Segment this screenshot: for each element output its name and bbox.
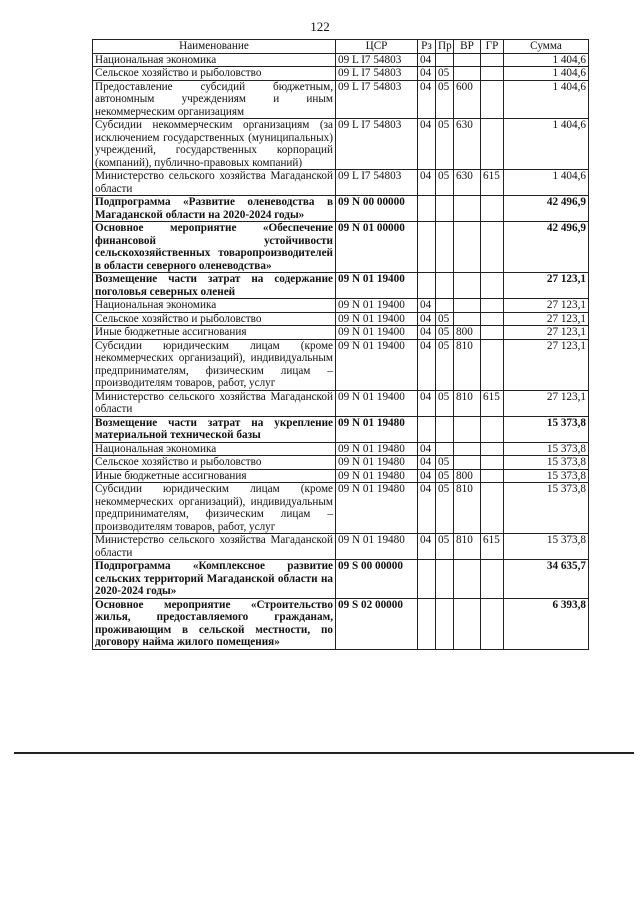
table-row bbox=[93, 442, 589, 456]
cell-sum: 15 373,8 bbox=[504, 483, 589, 534]
table-row bbox=[93, 339, 589, 390]
cell-code: 09 N 01 19400 bbox=[336, 390, 418, 416]
table-row bbox=[93, 67, 589, 81]
cell-rz: 04 bbox=[418, 326, 436, 340]
cell-code: 09 L I7 54803 bbox=[336, 170, 418, 196]
cell-pr bbox=[436, 598, 454, 649]
cell-gr bbox=[481, 456, 504, 470]
header-code: ЦСР bbox=[336, 40, 418, 54]
cell-gr bbox=[481, 273, 504, 299]
cell-rz: 04 bbox=[418, 456, 436, 470]
cell-name: Национальная экономика bbox=[93, 53, 336, 67]
table-row bbox=[93, 80, 589, 119]
cell-name: Сельское хозяйство и рыболовство bbox=[93, 312, 336, 326]
cell-pr: 05 bbox=[436, 456, 454, 470]
cell-vr bbox=[454, 299, 481, 313]
cell-vr bbox=[454, 456, 481, 470]
cell-vr bbox=[454, 312, 481, 326]
table-row bbox=[93, 222, 589, 273]
cell-sum: 27 123,1 bbox=[504, 273, 589, 299]
cell-rz bbox=[418, 598, 436, 649]
cell-name: Сельское хозяйство и рыболовство bbox=[93, 67, 336, 81]
cell-code: 09 N 01 19480 bbox=[336, 456, 418, 470]
cell-sum: 6 393,8 bbox=[504, 598, 589, 649]
cell-sum: 1 404,6 bbox=[504, 80, 589, 119]
cell-sum: 1 404,6 bbox=[504, 67, 589, 81]
cell-gr: 615 bbox=[481, 534, 504, 560]
cell-code: 09 L I7 54803 bbox=[336, 119, 418, 170]
cell-name: Министерство сельского хозяйства Магаданской области bbox=[93, 170, 336, 196]
cell-name: Национальная экономика bbox=[93, 299, 336, 313]
cell-name: Субсидии юридическим лицам (кроме некоммерческих организаций), индивидуальным предпринимателям, физическим лицам – производителям товаров, работ, услуг bbox=[93, 483, 336, 534]
cell-code: 09 S 02 00000 bbox=[336, 598, 418, 649]
cell-sum: 34 635,7 bbox=[504, 560, 589, 599]
table-row bbox=[93, 196, 589, 222]
footer-divider bbox=[14, 752, 634, 754]
cell-name: Субсидии некоммерческим организациям (за исключением государственных (муниципальных) учреждений, государственных корпораций (компаний), публично-правовых компаний) bbox=[93, 119, 336, 170]
cell-name: Основное мероприятие «Обеспечение финансовой устойчивости сельскохозяйственных товаропроизводителей в области северного оленеводства» bbox=[93, 222, 336, 273]
cell-sum: 15 373,8 bbox=[504, 534, 589, 560]
cell-code: 09 N 01 00000 bbox=[336, 222, 418, 273]
cell-sum: 15 373,8 bbox=[504, 456, 589, 470]
cell-code: 09 N 01 19480 bbox=[336, 483, 418, 534]
cell-gr bbox=[481, 312, 504, 326]
cell-sum: 1 404,6 bbox=[504, 119, 589, 170]
cell-vr: 810 bbox=[454, 483, 481, 534]
cell-pr: 05 bbox=[436, 119, 454, 170]
table-header bbox=[93, 40, 589, 54]
cell-name: Сельское хозяйство и рыболовство bbox=[93, 456, 336, 470]
table-row bbox=[93, 469, 589, 483]
cell-rz bbox=[418, 416, 436, 442]
cell-code: 09 N 01 19400 bbox=[336, 312, 418, 326]
cell-name: Иные бюджетные ассигнования bbox=[93, 469, 336, 483]
header-pr: Пр bbox=[436, 40, 454, 54]
cell-name: Основное мероприятие «Строительство жилья, предоставляемого гражданам, проживающим в сельской местности, по договору найма жилого помещения» bbox=[93, 598, 336, 649]
cell-rz: 04 bbox=[418, 339, 436, 390]
cell-vr bbox=[454, 598, 481, 649]
cell-pr bbox=[436, 273, 454, 299]
cell-vr bbox=[454, 416, 481, 442]
cell-vr: 810 bbox=[454, 390, 481, 416]
cell-gr: 615 bbox=[481, 170, 504, 196]
cell-rz: 04 bbox=[418, 469, 436, 483]
cell-name: Иные бюджетные ассигнования bbox=[93, 326, 336, 340]
budget-table bbox=[92, 39, 589, 650]
cell-pr: 05 bbox=[436, 483, 454, 534]
cell-sum: 27 123,1 bbox=[504, 312, 589, 326]
cell-vr bbox=[454, 442, 481, 456]
cell-gr: 615 bbox=[481, 390, 504, 416]
cell-rz: 04 bbox=[418, 390, 436, 416]
cell-sum: 42 496,9 bbox=[504, 222, 589, 273]
cell-gr bbox=[481, 442, 504, 456]
header-name: Наименование bbox=[93, 40, 336, 54]
cell-pr bbox=[436, 416, 454, 442]
table-body bbox=[93, 53, 589, 649]
cell-sum: 27 123,1 bbox=[504, 299, 589, 313]
cell-rz bbox=[418, 273, 436, 299]
table-row bbox=[93, 390, 589, 416]
cell-sum: 27 123,1 bbox=[504, 339, 589, 390]
cell-pr bbox=[436, 299, 454, 313]
cell-gr bbox=[481, 299, 504, 313]
cell-pr: 05 bbox=[436, 67, 454, 81]
header-rz: Рз bbox=[418, 40, 436, 54]
cell-rz bbox=[418, 560, 436, 599]
cell-rz: 04 bbox=[418, 67, 436, 81]
cell-code: 09 N 01 19480 bbox=[336, 469, 418, 483]
cell-code: 09 N 01 19480 bbox=[336, 442, 418, 456]
cell-gr bbox=[481, 80, 504, 119]
table-row bbox=[93, 534, 589, 560]
cell-gr bbox=[481, 119, 504, 170]
cell-gr bbox=[481, 326, 504, 340]
cell-vr bbox=[454, 53, 481, 67]
cell-vr: 810 bbox=[454, 534, 481, 560]
table-row bbox=[93, 598, 589, 649]
cell-rz: 04 bbox=[418, 53, 436, 67]
table-row bbox=[93, 312, 589, 326]
cell-name: Субсидии юридическим лицам (кроме некоммерческих организаций), индивидуальным предпринимателям, физическим лицам – производителям товаров, работ, услуг bbox=[93, 339, 336, 390]
cell-sum: 1 404,6 bbox=[504, 53, 589, 67]
cell-sum: 15 373,8 bbox=[504, 416, 589, 442]
cell-code: 09 N 01 19400 bbox=[336, 299, 418, 313]
cell-vr bbox=[454, 560, 481, 599]
cell-vr: 630 bbox=[454, 119, 481, 170]
cell-pr: 05 bbox=[436, 390, 454, 416]
cell-pr: 05 bbox=[436, 326, 454, 340]
table-row bbox=[93, 483, 589, 534]
cell-sum: 15 373,8 bbox=[504, 469, 589, 483]
cell-vr bbox=[454, 273, 481, 299]
table-row bbox=[93, 299, 589, 313]
cell-name: Национальная экономика bbox=[93, 442, 336, 456]
cell-pr: 05 bbox=[436, 534, 454, 560]
cell-rz bbox=[418, 222, 436, 273]
cell-rz: 04 bbox=[418, 299, 436, 313]
cell-rz: 04 bbox=[418, 80, 436, 119]
cell-gr bbox=[481, 67, 504, 81]
table-row bbox=[93, 53, 589, 67]
cell-gr bbox=[481, 222, 504, 273]
cell-rz: 04 bbox=[418, 483, 436, 534]
cell-code: 09 S 00 00000 bbox=[336, 560, 418, 599]
cell-vr bbox=[454, 222, 481, 273]
header-sum: Сумма bbox=[504, 40, 589, 54]
cell-code: 09 N 01 19480 bbox=[336, 534, 418, 560]
header-gr: ГР bbox=[481, 40, 504, 54]
cell-rz: 04 bbox=[418, 119, 436, 170]
cell-rz: 04 bbox=[418, 312, 436, 326]
cell-pr: 05 bbox=[436, 80, 454, 119]
cell-vr: 630 bbox=[454, 170, 481, 196]
cell-rz: 04 bbox=[418, 534, 436, 560]
cell-gr bbox=[481, 598, 504, 649]
table-row bbox=[93, 119, 589, 170]
cell-pr bbox=[436, 222, 454, 273]
cell-vr: 800 bbox=[454, 326, 481, 340]
cell-name: Министерство сельского хозяйства Магаданской области bbox=[93, 390, 336, 416]
cell-code: 09 N 01 19480 bbox=[336, 416, 418, 442]
table-row bbox=[93, 326, 589, 340]
cell-vr: 600 bbox=[454, 80, 481, 119]
table-row bbox=[93, 456, 589, 470]
cell-vr bbox=[454, 196, 481, 222]
cell-gr bbox=[481, 339, 504, 390]
cell-sum: 15 373,8 bbox=[504, 442, 589, 456]
cell-name: Возмещение части затрат на укрепление материальной технической базы bbox=[93, 416, 336, 442]
cell-code: 09 L I7 54803 bbox=[336, 67, 418, 81]
cell-name: Подпрограмма «Развитие оленеводства в Магаданской области на 2020-2024 годы» bbox=[93, 196, 336, 222]
cell-name: Возмещение части затрат на содержание поголовья северных оленей bbox=[93, 273, 336, 299]
cell-gr bbox=[481, 483, 504, 534]
cell-name: Подпрограмма «Комплексное развитие сельских территорий Магаданской области на 2020-2024 годы» bbox=[93, 560, 336, 599]
cell-code: 09 N 00 00000 bbox=[336, 196, 418, 222]
table-row bbox=[93, 416, 589, 442]
cell-gr bbox=[481, 469, 504, 483]
cell-vr bbox=[454, 67, 481, 81]
cell-code: 09 L I7 54803 bbox=[336, 53, 418, 67]
cell-vr: 810 bbox=[454, 339, 481, 390]
cell-name: Предоставление субсидий бюджетным, автономным учреждениям и иным некоммерческим организациям bbox=[93, 80, 336, 119]
cell-pr bbox=[436, 442, 454, 456]
table-row bbox=[93, 170, 589, 196]
cell-pr: 05 bbox=[436, 339, 454, 390]
cell-sum: 27 123,1 bbox=[504, 326, 589, 340]
cell-sum: 1 404,6 bbox=[504, 170, 589, 196]
cell-pr bbox=[436, 53, 454, 67]
cell-pr bbox=[436, 560, 454, 599]
cell-gr bbox=[481, 53, 504, 67]
cell-pr: 05 bbox=[436, 469, 454, 483]
cell-vr: 800 bbox=[454, 469, 481, 483]
cell-pr bbox=[436, 196, 454, 222]
cell-sum: 42 496,9 bbox=[504, 196, 589, 222]
cell-rz bbox=[418, 196, 436, 222]
cell-name: Министерство сельского хозяйства Магаданской области bbox=[93, 534, 336, 560]
cell-gr bbox=[481, 560, 504, 599]
cell-rz: 04 bbox=[418, 442, 436, 456]
cell-sum: 27 123,1 bbox=[504, 390, 589, 416]
cell-code: 09 N 01 19400 bbox=[336, 326, 418, 340]
table-row bbox=[93, 560, 589, 599]
cell-pr: 05 bbox=[436, 312, 454, 326]
cell-code: 09 L I7 54803 bbox=[336, 80, 418, 119]
cell-gr bbox=[481, 416, 504, 442]
cell-code: 09 N 01 19400 bbox=[336, 273, 418, 299]
page-number: 122 bbox=[310, 19, 330, 34]
cell-rz: 04 bbox=[418, 170, 436, 196]
table-row bbox=[93, 273, 589, 299]
cell-pr: 05 bbox=[436, 170, 454, 196]
cell-gr bbox=[481, 196, 504, 222]
header-vr: ВР bbox=[454, 40, 481, 54]
cell-code: 09 N 01 19400 bbox=[336, 339, 418, 390]
